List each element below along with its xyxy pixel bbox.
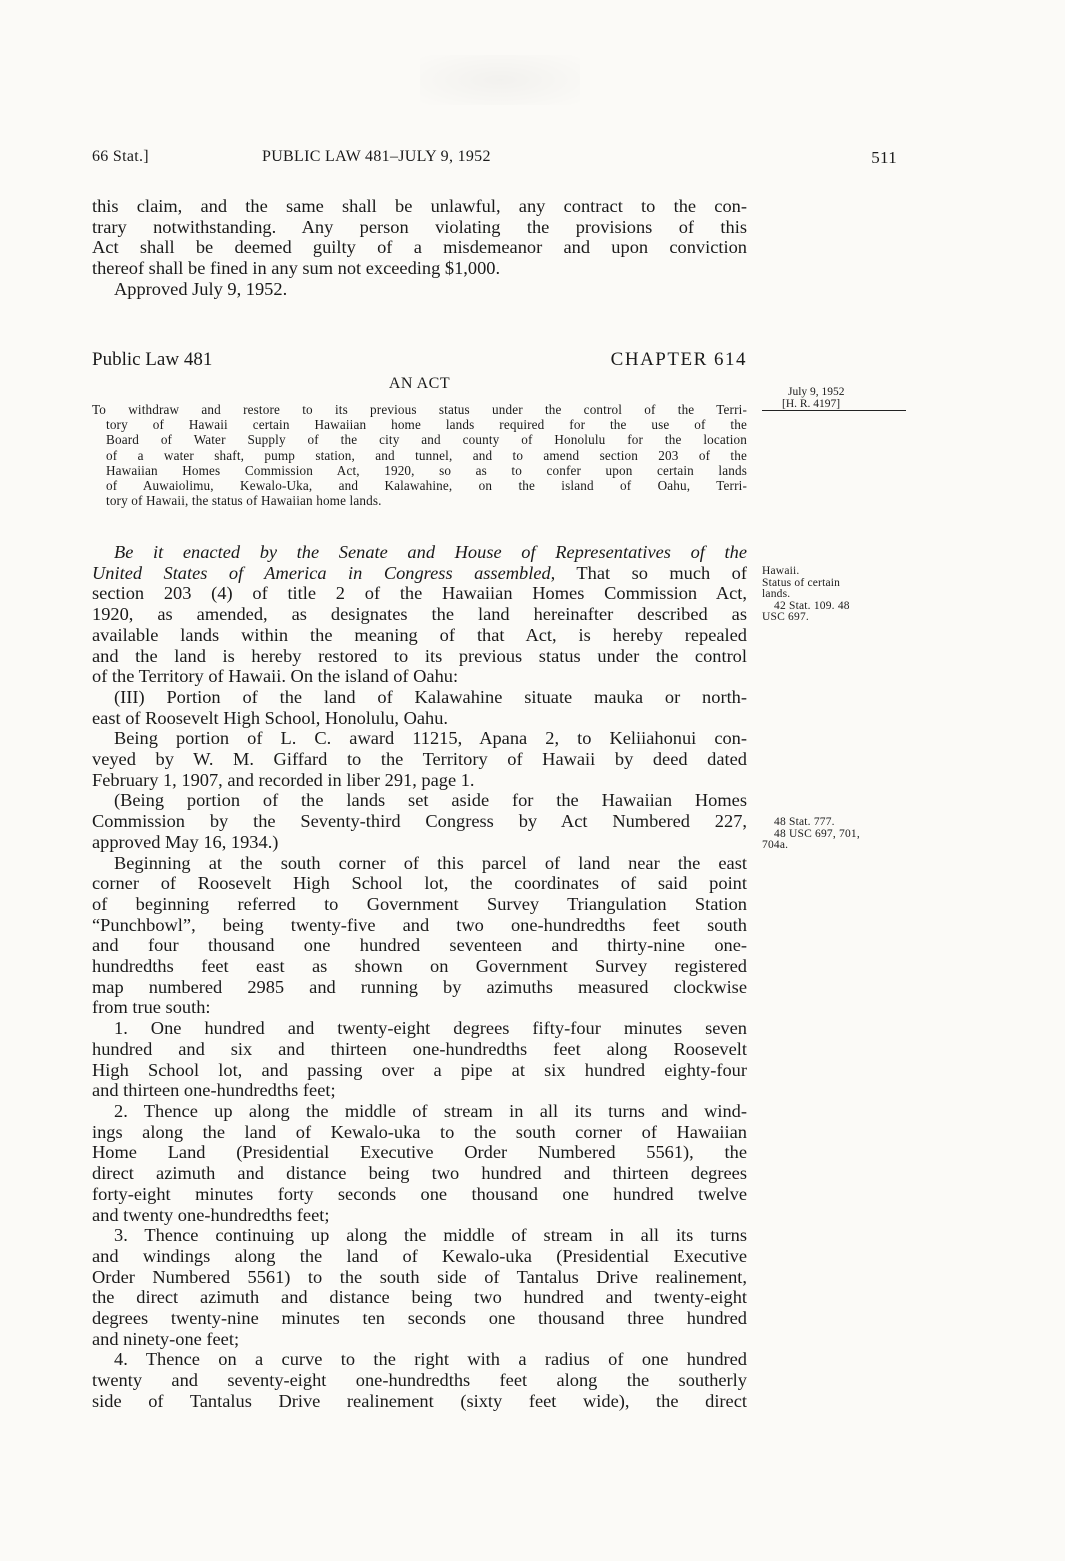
margin-text: 48 USC 697, 701, xyxy=(774,827,860,840)
running-title: PUBLIC LAW 481–JULY 9, 1952 xyxy=(262,148,491,165)
text-line: and ninety-one feet; xyxy=(92,1328,240,1349)
text-line: twenty and seventy-eight one-hundredths feet along the southerly xyxy=(92,1370,747,1391)
margin-text: 704a. xyxy=(762,839,789,851)
text-line: direct azimuth and distance being two hundred and thirteen degrees xyxy=(92,1163,747,1184)
text-line xyxy=(92,563,747,584)
purpose-line: tory of Hawaii certain Hawaiian home lands required for the use of the xyxy=(106,417,747,433)
continuation-paragraph xyxy=(92,196,747,300)
scan-smudge xyxy=(420,55,580,105)
text-line: Order Numbered 5561) to the south side of Tantalus Drive realinement, xyxy=(92,1266,747,1287)
margin-rule xyxy=(762,410,906,411)
text-line: and four thousand one hundred seventeen and thirty-nine one- xyxy=(92,935,747,956)
purpose-line: Hawaiian Homes Commission Act, 1920, so as to confer upon certain lands xyxy=(106,462,747,478)
enactment-date: July 9, 1952 xyxy=(788,386,845,398)
margin-text: Status of certain xyxy=(762,576,841,589)
chapter-number: CHAPTER 614 xyxy=(610,349,747,370)
text-line: thereof shall be fined in any sum not exceeding $1,000. xyxy=(92,258,501,279)
purpose-line: of a water shaft, pump station, and tunnel, and to amend section 203 of the xyxy=(106,447,747,463)
margin-text: 48 Stat. 777. xyxy=(774,816,835,828)
text-line: and the land is hereby restored to its previous status under the control xyxy=(92,645,747,666)
text-line: and twenty one-hundredths feet; xyxy=(92,1204,330,1225)
enact-italic: United States of America in Congress assembled, xyxy=(92,562,556,583)
text-line: (Being portion of the lands set aside for the Hawaiian Homes xyxy=(114,790,747,811)
text-line: (III) Portion of the land of Kalawahine situate mauka or north- xyxy=(114,686,747,707)
margin-text: 42 Stat. 109. 48 xyxy=(774,599,850,612)
text-line: 3. Thence continuing up along the middle of stream in all its turns xyxy=(114,1225,747,1246)
text-line: of the Territory of Hawaii. On the island of Oahu: xyxy=(92,666,459,687)
margin-text: Hawaii. xyxy=(762,565,800,577)
approved-date: Approved July 9, 1952. xyxy=(114,278,288,299)
text-line: “Punchbowl”, being twenty-five and two one-hundredths feet south xyxy=(92,914,747,935)
margin-text: lands. xyxy=(762,588,791,600)
margin-text: USC 697. xyxy=(762,611,809,623)
running-head xyxy=(92,148,897,170)
text-line: Being portion of L. C. award 11215, Apana 2, to Keliiahonui con- xyxy=(114,728,747,749)
text-line: corner of Roosevelt High School lot, the coordinates of said point xyxy=(92,873,747,894)
text-line: map numbered 2985 and running by azimuths measured clockwise xyxy=(92,976,747,997)
purpose-line: To withdraw and restore to its previous status under the control of the Terri- xyxy=(92,402,747,417)
text-line: Beginning at the south corner of this parcel of land near the east xyxy=(114,852,747,873)
text-line: veyed by W. M. Giffard to the Territory of Hawaii by deed dated xyxy=(92,749,747,770)
text-line: 2. Thence up along the middle of stream in all its turns and wind- xyxy=(114,1100,747,1121)
bill-number: [H. R. 4197] xyxy=(782,397,841,410)
text-line: this claim, and the same shall be unlawful, any contract to the con- xyxy=(92,196,747,216)
text-line: the direct azimuth and distance being two hundred and twenty-eight xyxy=(92,1287,747,1308)
text-line: 1920, as amended, as designates the land hereinafter described as xyxy=(92,604,747,625)
purpose-line: tory of Hawaii, the status of Hawaiian home lands. xyxy=(106,493,382,509)
public-law-number: Public Law 481 xyxy=(92,349,213,370)
enacting-clause xyxy=(92,542,747,1412)
text-line: available lands within the meaning of that Act, is hereby repealed xyxy=(92,624,747,645)
purpose-line: Board of Water Supply of the city and county of Honolulu for the location xyxy=(106,432,747,448)
text-line xyxy=(92,542,747,563)
text-line: of beginning referred to Government Survey Triangulation Station xyxy=(92,893,747,914)
text-line: forty-eight minutes forty seconds one thousand one hundred twelve xyxy=(92,1183,747,1204)
act-purpose xyxy=(92,402,747,508)
text-line: east of Roosevelt High School, Honolulu, Oahu. xyxy=(92,707,449,728)
text-line: from true south: xyxy=(92,997,211,1018)
text-line: and thirteen one-hundredths feet; xyxy=(92,1080,336,1101)
law-header xyxy=(92,349,747,373)
text-line: Home Land (Presidential Executive Order Numbered 5561), the xyxy=(92,1142,747,1163)
text-line: approved May 16, 1934.) xyxy=(92,831,279,852)
text-line: Act shall be deemed guilty of a misdemeanor and upon conviction xyxy=(92,237,747,258)
enact-text: That so much of xyxy=(555,562,747,583)
text-line: and windings along the land of Kewalo-uka (Presidential Executive xyxy=(92,1245,747,1266)
text-line: side of Tantalus Drive realinement (sixty feet wide), the direct xyxy=(92,1390,747,1411)
statute-volume: 66 Stat.] xyxy=(92,148,149,165)
margin-note-hawaii xyxy=(762,566,850,624)
purpose-line: of Auwaiolimu, Kewalo-Uka, and Kalawahine, on the island of Oahu, Terri- xyxy=(106,478,747,494)
margin-note-statutes xyxy=(762,817,860,852)
text-line: hundred and six and thirteen one-hundredths feet along Roosevelt xyxy=(92,1038,747,1059)
page-number: 511 xyxy=(871,148,897,167)
text-line: ings along the land of Kewalo-uka to the south corner of Hawaiian xyxy=(92,1121,747,1142)
text-line: trary notwithstanding. Any person violating the provisions of this xyxy=(92,216,747,237)
text-line: hundredths feet east as shown on Government Survey registered xyxy=(92,956,747,977)
text-line: February 1, 1907, and recorded in liber 291, page 1. xyxy=(92,769,475,790)
text-line: High School lot, and passing over a pipe at six hundred eighty-four xyxy=(92,1059,747,1080)
text-line: Commission by the Seventy-third Congress by Act Numbered 227, xyxy=(92,811,747,832)
text-line: 1. One hundred and twenty-eight degrees fifty-four minutes seven xyxy=(114,1018,747,1039)
text-line: 4. Thence on a curve to the right with a radius of one hundred xyxy=(114,1349,747,1370)
margin-note-date xyxy=(762,387,906,411)
text-line: section 203 (4) of title 2 of the Hawaiian Homes Commission Act, xyxy=(92,583,747,604)
text-line: degrees twenty-nine minutes ten seconds one thousand three hundred xyxy=(92,1308,747,1329)
act-title: AN ACT xyxy=(388,375,451,392)
enact-italic: Be it enacted by the Senate and House of Representatives of the xyxy=(114,542,747,562)
